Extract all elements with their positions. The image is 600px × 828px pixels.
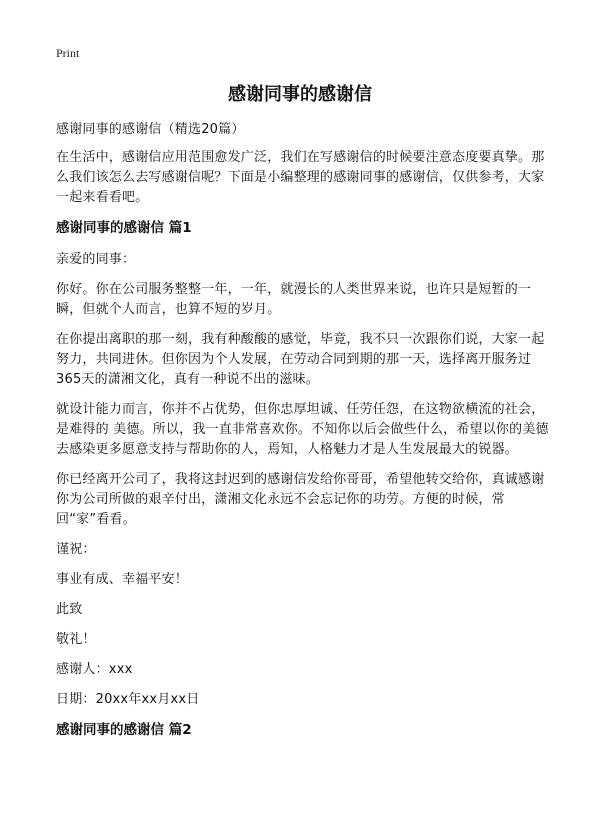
body-paragraph: 在你提出离职的那一刻，我有种酸酸的感觉，毕竟，我不只一次跟你们说，大家一起努力，共同进休。但你因为个人发展，在劳动合同到期的那一天，选择离开服务过365天的潇湘文化，真有一种说不出的滋味。 <box>56 332 545 387</box>
date-line: 日期：20xx年xx月xx日 <box>56 692 200 707</box>
body-paragraph: 就设计能力而言，你并不占优势，但你忠厚坦诚、任劳任怨，在这物欲横流的社会，是难得的 美德。所以，我一直非常喜欢你。不知你以后会做些什么，希望以你的美德去感染更多愿意支持与帮助你的人，焉知，人格魅力才是人生发展最大的锐器。 <box>56 402 549 457</box>
intro-paragraph: 在生活中，感谢信应用范围愈发广泛，我们在写感谢信的时候要注意态度要真挚。那么我们该怎么去写感谢信呢？下面是小编整理的感谢同事的感谢信，仅供参考，大家一起来看看吧。 <box>56 150 545 205</box>
body-paragraph: 你已经离开公司了，我将这封迟到的感谢信发给你哥哥，希望他转交给你，真诚感谢你为公司所做的艰辛付出，潇湘文化永远不会忘记你的功劳。方便的时候，常回“家”看看。 <box>56 472 545 527</box>
closing-wish: 事业有成、幸福平安！ <box>56 572 189 587</box>
document-subtitle: 感谢同事的感谢信（精选20篇） <box>56 122 245 137</box>
closing-jingli: 敬礼！ <box>56 632 96 647</box>
page-title: 感谢同事的感谢信 <box>228 84 372 105</box>
closing-cizhi: 此致 <box>56 602 83 617</box>
salutation: 亲爱的同事： <box>56 252 136 267</box>
body-paragraph: 你好。你在公司服务整整一年，一年，就漫长的人类世界来说，也许只是短暂的一瞬，但就个人而言，也算不短的岁月。 <box>56 282 532 317</box>
section-heading-2: 感谢同事的感谢信 篇2 <box>56 722 192 738</box>
print-link[interactable]: Print <box>56 46 80 60</box>
section-heading-1: 感谢同事的感谢信 篇1 <box>56 220 192 236</box>
closing-wish-label: 谨祝： <box>56 542 96 557</box>
document-body <box>56 120 552 752</box>
signature: 感谢人：xxx <box>56 662 133 677</box>
